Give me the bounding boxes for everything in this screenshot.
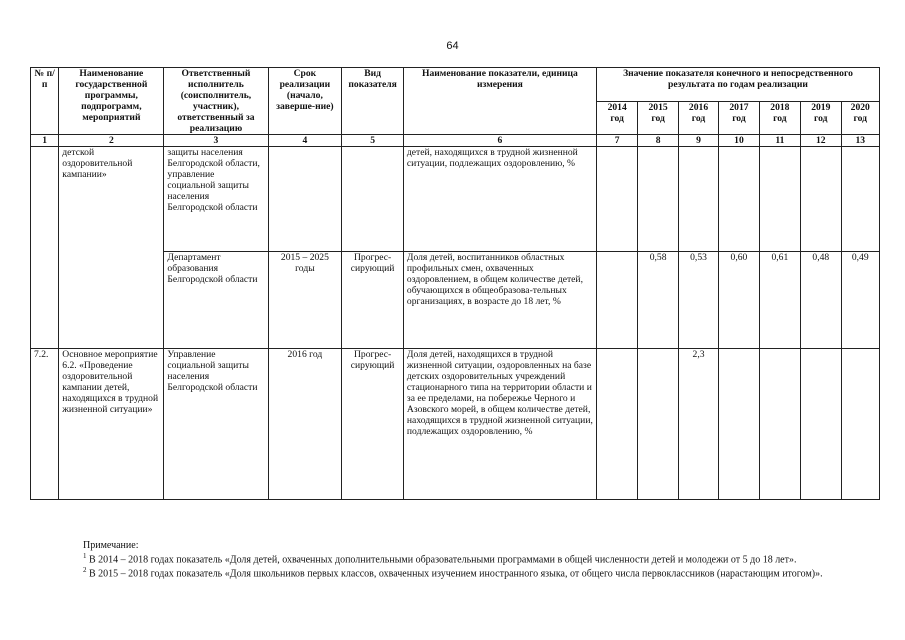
note-1-text: В 2014 – 2018 годах показатель «Доля детей, охваченных дополнительными образовательными программами в общей численности детей и молодежи от 5 до 18 лет». <box>89 554 797 566</box>
cell-indicator: детей, находящихся в трудной жизненной ситуации, подлежащих оздоровлению, % <box>403 147 596 252</box>
column-number-row <box>31 135 880 147</box>
cell-period: 2015 – 2025 годы <box>268 252 342 349</box>
header-row <box>31 68 880 102</box>
header-num: № п/п <box>31 68 59 135</box>
cell-name: Основное мероприятие 6.2. «Проведение оздоровительной кампании детей, находящихся в трудной жизненной ситуации» <box>59 349 164 500</box>
column-number: 6 <box>403 135 596 147</box>
cell-value: 2,3 <box>678 349 718 500</box>
cell-name: детской оздоровительной кампании» <box>59 147 164 349</box>
indicator-table <box>30 67 880 500</box>
header-year: 2019 год <box>801 101 841 135</box>
cell-value <box>801 147 841 252</box>
cell-value: 0,53 <box>678 252 718 349</box>
column-number: 11 <box>759 135 800 147</box>
cell-value: 0,49 <box>841 252 879 349</box>
cell-value <box>678 147 718 252</box>
header-values-group: Значение показателя конечного и непосредственного результата по годам реализации <box>596 68 879 102</box>
notes <box>43 539 875 581</box>
column-number: 13 <box>841 135 879 147</box>
header-year: 2015 год <box>638 101 678 135</box>
table-row <box>31 147 880 252</box>
cell-value <box>596 252 637 349</box>
column-number: 2 <box>59 135 164 147</box>
cell-period <box>268 147 342 252</box>
header-year: 2018 год <box>759 101 800 135</box>
column-number: 10 <box>719 135 759 147</box>
cell-value <box>841 349 879 500</box>
header-type: Вид показателя <box>342 68 404 135</box>
cell-value <box>638 349 678 500</box>
header-year: 2014 год <box>596 101 637 135</box>
cell-responsible: Департамент образования Белгородской области <box>164 252 268 349</box>
cell-num: 7.2. <box>31 349 59 500</box>
column-number: 8 <box>638 135 678 147</box>
table-row <box>31 349 880 500</box>
header-indicator: Наименование показатели, единица измерения <box>403 68 596 135</box>
cell-value <box>719 147 759 252</box>
column-number: 1 <box>31 135 59 147</box>
header-year: 2017 год <box>719 101 759 135</box>
cell-value: 0,48 <box>801 252 841 349</box>
page-number: 64 <box>446 40 459 52</box>
cell-value: 0,60 <box>719 252 759 349</box>
cell-period: 2016 год <box>268 349 342 500</box>
cell-responsible: защиты населения Белгородской области, управление социальной защиты населения Белгородской области <box>164 147 268 252</box>
cell-value <box>719 349 759 500</box>
notes-title: Примечание: <box>83 540 139 551</box>
cell-indicator: Доля детей, находящихся в трудной жизненной ситуации, оздоровленных на базе детских оздоровительных учреждений стационарного типа на территории области и за ее пределами, на побережье Черного и Азовского морей, в общем количестве детей, находящихся в трудной жизненной ситуации, подлежащих оздоровлению, % <box>403 349 596 500</box>
cell-value <box>801 349 841 500</box>
header-year: 2016 год <box>678 101 718 135</box>
column-number: 5 <box>342 135 404 147</box>
note-2 <box>43 566 875 580</box>
cell-value <box>638 147 678 252</box>
cell-value <box>596 349 637 500</box>
cell-type <box>342 147 404 252</box>
note-1-mark: 1 <box>83 552 87 560</box>
cell-responsible: Управление социальной защиты населения Белгородской области <box>164 349 268 500</box>
column-number: 9 <box>678 135 718 147</box>
column-number: 3 <box>164 135 268 147</box>
cell-type: Прогрес-сирующий <box>342 349 404 500</box>
cell-num <box>31 147 59 349</box>
header-name: Наименование государственной программы, подпрограмм, мероприятий <box>59 68 164 135</box>
column-number: 4 <box>268 135 342 147</box>
cell-value <box>759 147 800 252</box>
header-period: Срок реализации (начало, заверше-ние) <box>268 68 342 135</box>
note-1 <box>43 552 875 566</box>
note-2-mark: 2 <box>83 566 87 575</box>
cell-value <box>841 147 879 252</box>
header-responsible: Ответственный исполнитель (соисполнитель, участник), ответственный за реализацию <box>164 68 268 135</box>
note-2-text: В 2015 – 2018 годах показатель «Доля школьников первых классов, охваченных изучением иностранного языка, от общего числа первоклассников (нарастающим итогом)». <box>89 568 823 580</box>
header-year: 2020 год <box>841 101 879 135</box>
column-number: 7 <box>596 135 637 147</box>
cell-value <box>596 147 637 252</box>
cell-indicator: Доля детей, воспитанников областных профильных смен, охваченных оздоровлением, в общем количестве детей, обучающихся в общеобразова-тельных организациях, в возрасте до 18 лет, % <box>403 252 596 349</box>
cell-type: Прогрес-сирующий <box>342 252 404 349</box>
cell-value: 0,58 <box>638 252 678 349</box>
cell-value: 0,61 <box>759 252 800 349</box>
cell-value <box>759 349 800 500</box>
column-number: 12 <box>801 135 841 147</box>
